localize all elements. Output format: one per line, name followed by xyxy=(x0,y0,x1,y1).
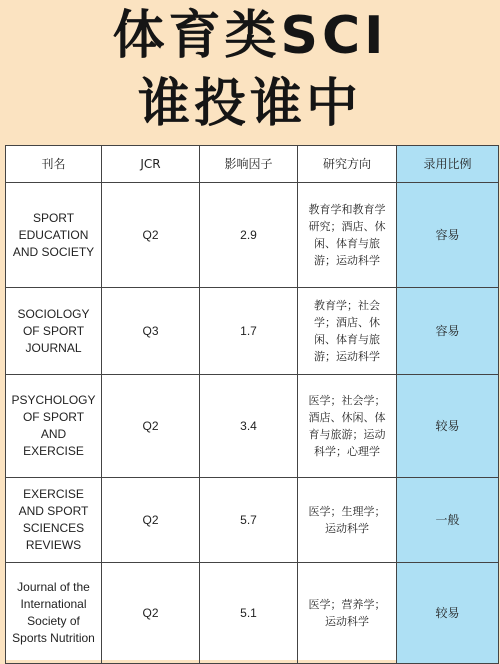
jcr-quartile: Q2 xyxy=(102,183,200,288)
column-header-impact-factor: 影响因子 xyxy=(200,146,298,183)
jcr-quartile: Q3 xyxy=(102,288,200,375)
page-subtitle: 谁投谁中 xyxy=(137,74,362,134)
impact-factor: 5.7 xyxy=(200,478,298,563)
journal-table-container xyxy=(5,145,498,660)
research-direction: 医学；社会学；酒店、休闲、体育与旅游；运动科学；心理学 xyxy=(298,375,397,478)
jcr-quartile: Q2 xyxy=(102,478,200,563)
table-row xyxy=(6,183,499,288)
journal-name: PSYCHOLOGY OF SPORT AND EXERCISE xyxy=(6,375,102,478)
table-header-row xyxy=(6,146,499,183)
header-banner xyxy=(0,0,500,145)
column-header-direction: 研究方向 xyxy=(298,146,397,183)
table-row xyxy=(6,563,499,664)
research-direction: 教育学；社会学；酒店、休闲、体育与旅游；运动科学 xyxy=(298,288,397,375)
journal-name: Journal of the International Society of Sports Nutrition xyxy=(6,563,102,664)
research-direction: 医学；营养学；运动科学 xyxy=(298,563,397,664)
table-row xyxy=(6,288,499,375)
table-row xyxy=(6,375,499,478)
research-direction: 教育学和教育学研究；酒店、休闲、体育与旅游；运动科学 xyxy=(298,183,397,288)
impact-factor: 3.4 xyxy=(200,375,298,478)
column-header-jcr: JCR xyxy=(102,146,200,183)
impact-factor: 2.9 xyxy=(200,183,298,288)
impact-factor: 1.7 xyxy=(200,288,298,375)
page-title: 体育类SCI xyxy=(112,6,388,66)
journal-name: SOCIOLOGY OF SPORT JOURNAL xyxy=(6,288,102,375)
table-row xyxy=(6,478,499,563)
column-header-name: 刊名 xyxy=(6,146,102,183)
acceptance-rate: 一般 xyxy=(397,478,499,563)
journal-table xyxy=(5,145,499,664)
acceptance-rate: 容易 xyxy=(397,288,499,375)
impact-factor: 5.1 xyxy=(200,563,298,664)
jcr-quartile: Q2 xyxy=(102,375,200,478)
acceptance-rate: 容易 xyxy=(397,183,499,288)
acceptance-rate: 较易 xyxy=(397,375,499,478)
jcr-quartile: Q2 xyxy=(102,563,200,664)
research-direction: 医学；生理学；运动科学 xyxy=(298,478,397,563)
journal-name: SPORT EDUCATION AND SOCIETY xyxy=(6,183,102,288)
column-header-acceptance: 录用比例 xyxy=(397,146,499,183)
acceptance-rate: 较易 xyxy=(397,563,499,664)
journal-name: EXERCISE AND SPORT SCIENCES REVIEWS xyxy=(6,478,102,563)
